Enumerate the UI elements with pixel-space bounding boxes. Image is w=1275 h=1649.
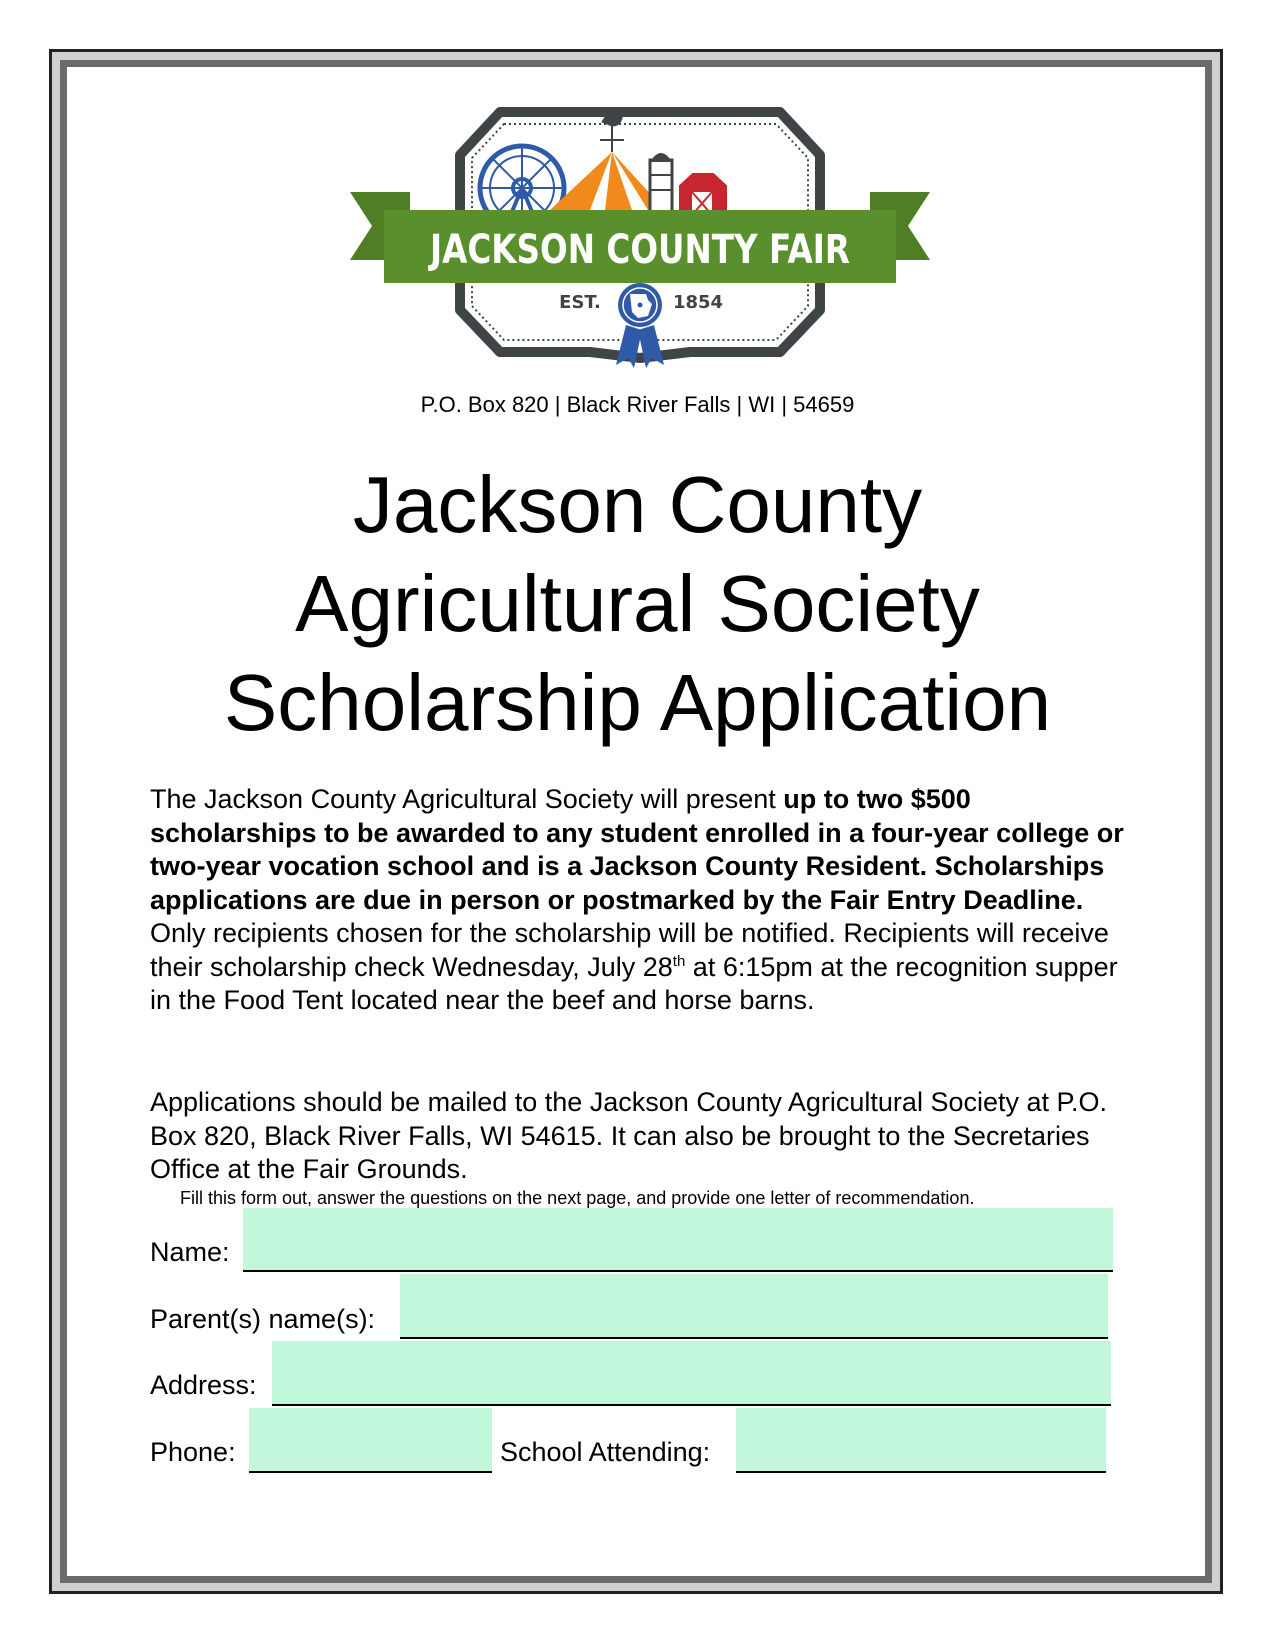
parents-label: Parent(s) name(s): — [150, 1304, 376, 1334]
address-input[interactable] — [272, 1341, 1111, 1406]
title-line-1: Jackson County — [352, 460, 923, 549]
intro-superscript: th — [672, 952, 686, 970]
logo-est-year: 1854 — [672, 292, 724, 313]
form-instructions: Fill this form out, answer the questions on the next page, and provide one letter of recommendation. — [180, 1188, 975, 1208]
title-line-2: Agricultural Society — [295, 559, 980, 648]
logo-banner-text: JACKSON COUNTY FAIR — [427, 227, 850, 273]
mailing-address: P.O. Box 820 | Black River Falls | WI | 54659 — [420, 392, 855, 417]
jackson-county-fair-logo — [350, 100, 930, 385]
intro-text-bold: up to two $500 scholarships to be awarded to any student enrolled in a four-year college or two-year vocation school and is a Jackson County Resident. Scholarships applications are due in person or postmarked by the Fair Entry Deadline. — [150, 784, 1124, 915]
intro-text-c: at 6:15pm at the recognition supper in the Food Tent located near the beef and horse barns. — [150, 951, 1118, 1015]
intro-text-b: Only recipients chosen for the scholarship will be notified. Recipients will receive their scholarship check Wednesday, July 28 — [150, 918, 1109, 982]
intro-text-a: The Jackson County Agricultural Society will present — [150, 784, 784, 814]
parents-input[interactable] — [400, 1274, 1108, 1339]
mailing-instructions: Applications should be mailed to the Jackson County Agricultural Society at P.O. Box 820, Black River Falls, WI 54615. It can also be brought to the Secretaries Office at the Fair Grounds. — [150, 1087, 1108, 1184]
scholarship-description — [150, 783, 1140, 1018]
title-line-3: Scholarship Application — [223, 658, 1052, 747]
silo-icon — [650, 153, 672, 215]
name-label: Name: — [150, 1237, 230, 1267]
phone-label: Phone: — [150, 1437, 236, 1467]
address-label: Address: — [150, 1370, 257, 1400]
phone-input[interactable] — [249, 1408, 492, 1473]
barn-icon — [678, 172, 728, 215]
school-label: School Attending: — [500, 1437, 711, 1467]
logo-est-label: EST. — [559, 292, 601, 313]
page-title — [0, 455, 1275, 752]
name-input[interactable] — [243, 1208, 1113, 1272]
school-input[interactable] — [736, 1408, 1106, 1473]
